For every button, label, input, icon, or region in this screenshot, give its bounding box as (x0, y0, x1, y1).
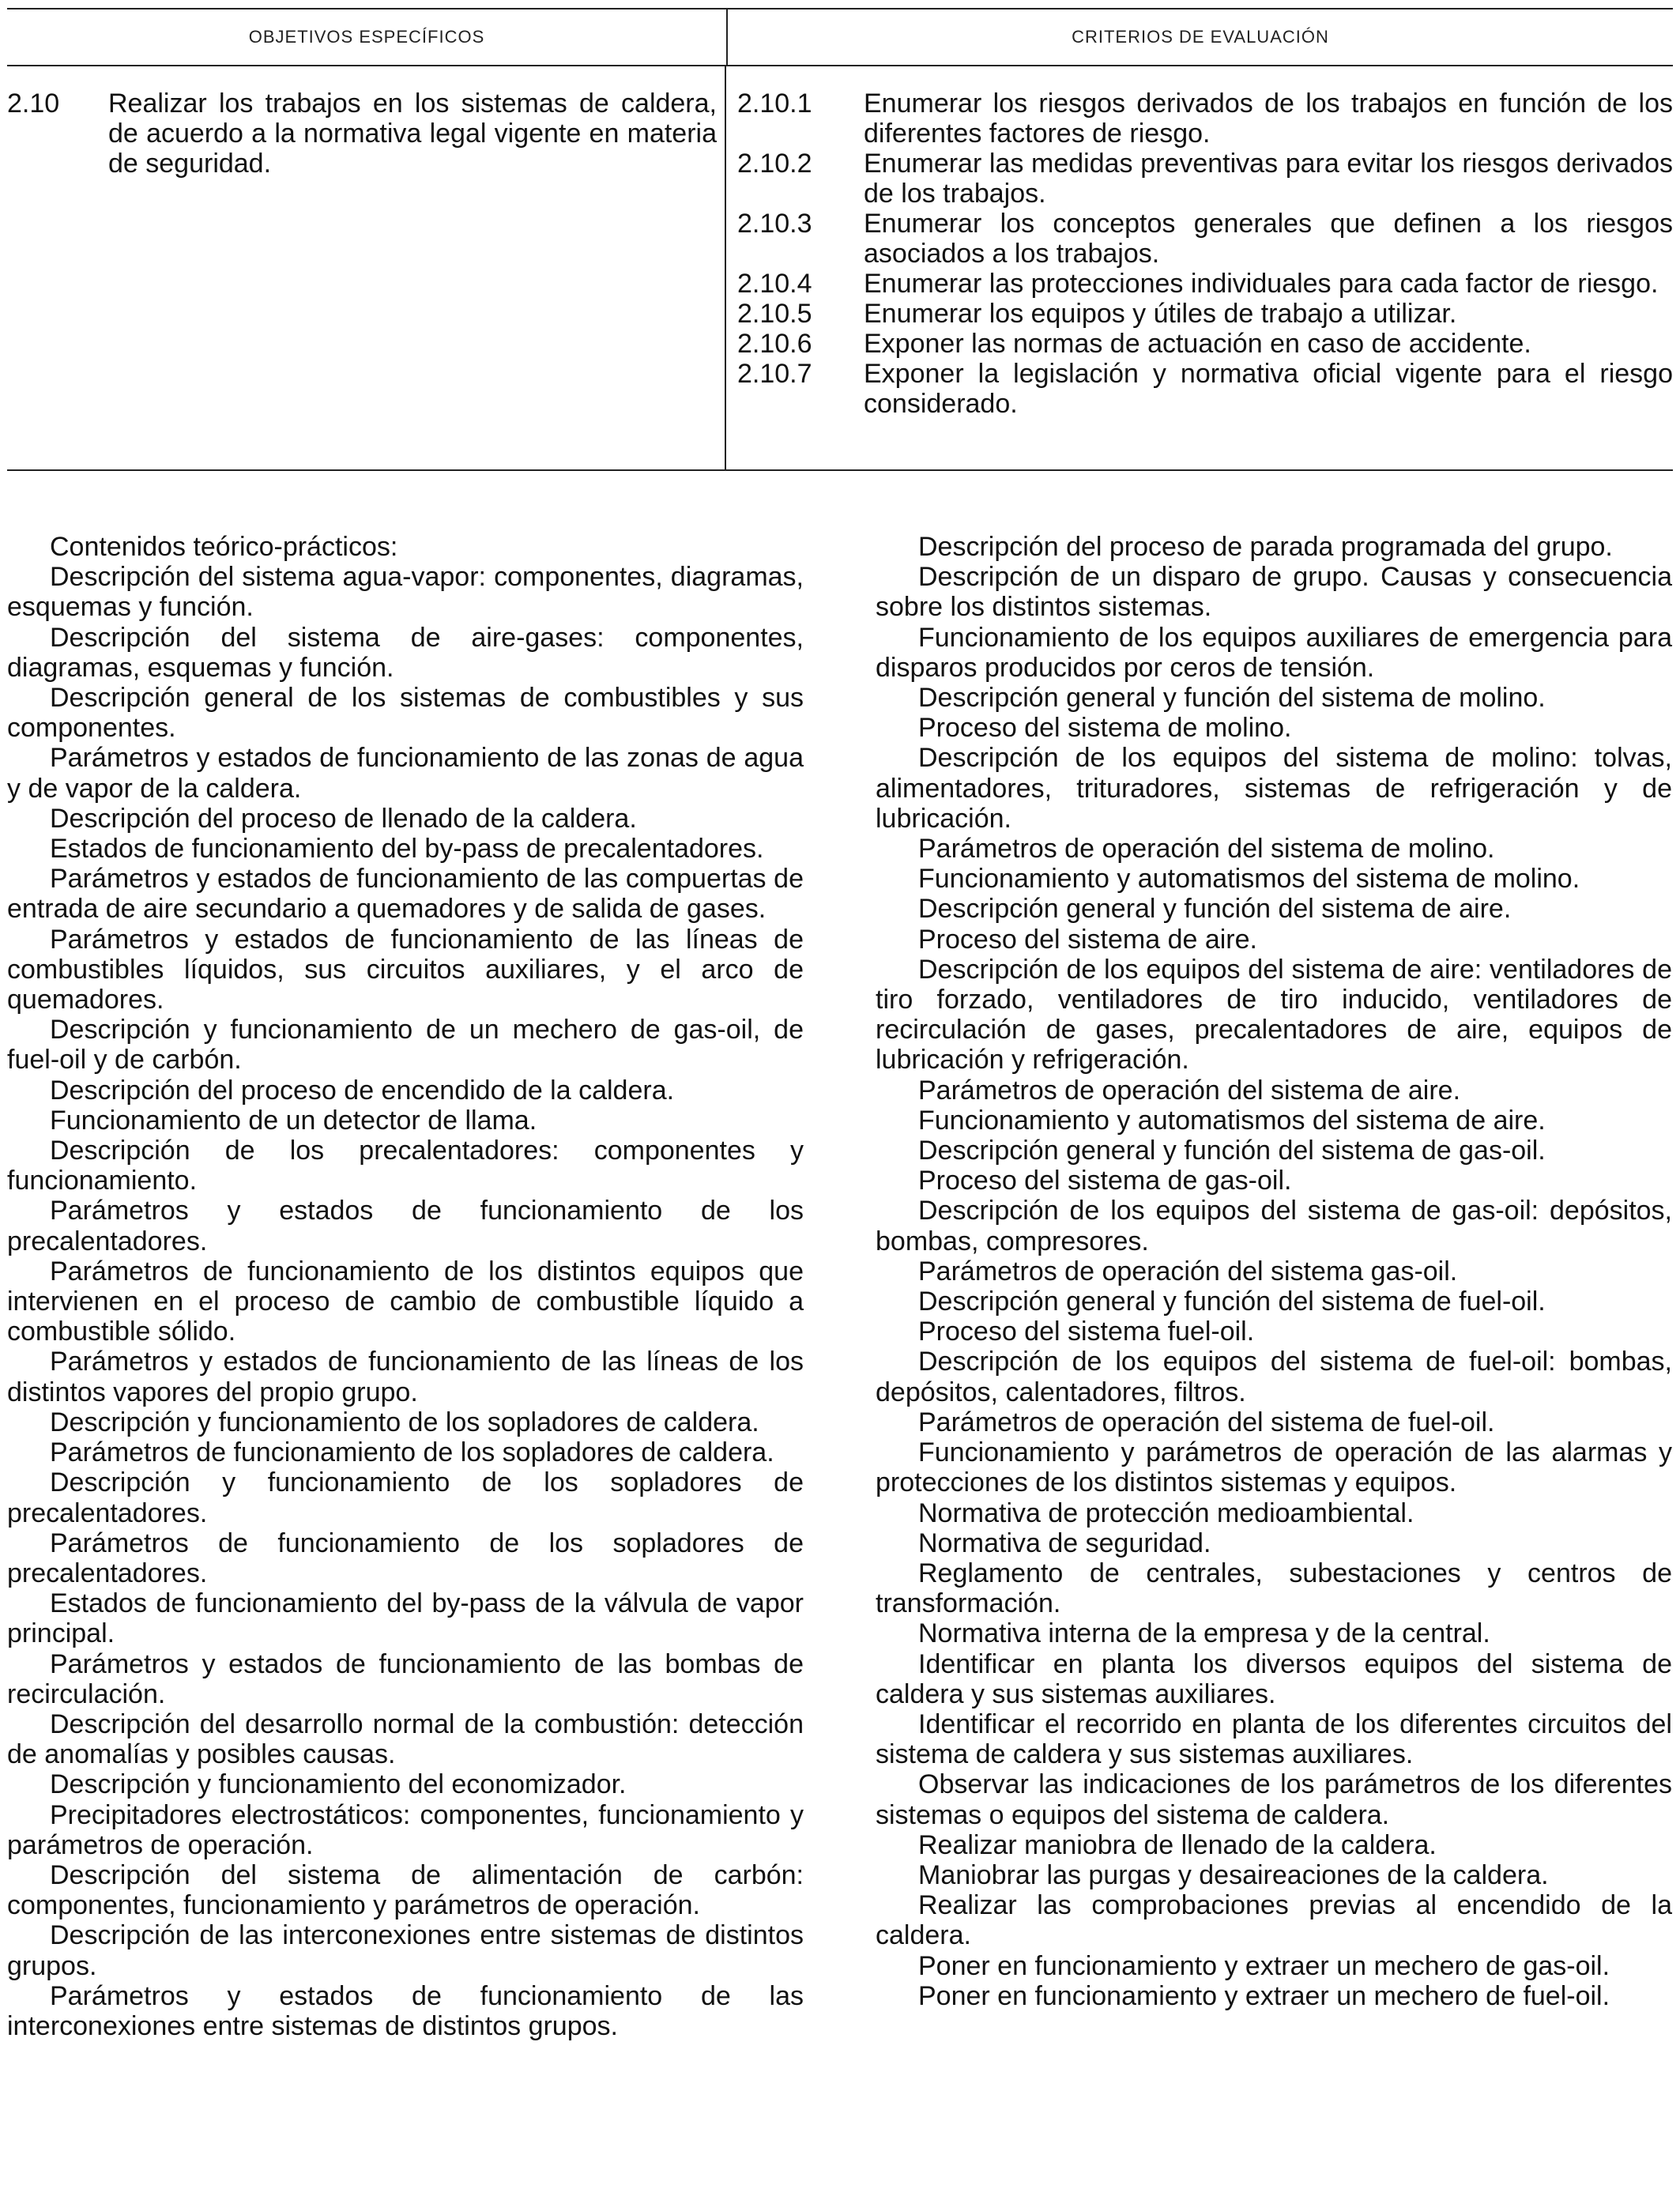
content-paragraph: Descripción general y función del sistema de fuel-oil. (918, 1287, 1546, 1317)
criterion-item (737, 329, 1673, 359)
criterion-number: 2.10.1 (737, 89, 812, 119)
content-paragraph: Maniobrar las purgas y desaireaciones de la caldera. (918, 1859, 1549, 1890)
content-paragraph: Realizar maniobra de llenado de la caldera. (918, 1829, 1437, 1860)
content-paragraph: Descripción general y función del sistema de molino. (918, 683, 1546, 714)
criterion-text: Exponer la legislación y normativa oficial vigente para el riesgo considerado. (864, 359, 1673, 419)
content-paragraph: Descripción general y función del sistema de aire. (918, 894, 1512, 925)
content-paragraph: Descripción y funcionamiento del economizador. (50, 1769, 627, 1800)
criterion-item (737, 359, 1673, 419)
content-paragraph: Realizar las comprobaciones previas al encendido de la caldera. (876, 1890, 1672, 1951)
content-column-left (7, 532, 804, 2041)
content-paragraph: Normativa interna de la empresa y de la central. (918, 1618, 1490, 1649)
criteria-cell (726, 66, 1673, 469)
criterion-number: 2.10.3 (737, 209, 812, 239)
content-paragraph: Funcionamiento de un detector de llama. (50, 1105, 537, 1136)
content-paragraph: Identificar el recorrido en planta de los diferentes circuitos del sistema de caldera y sus sistemas auxiliares. (876, 1708, 1672, 1770)
content-paragraph: Estados de funcionamiento del by-pass de precalentadores. (50, 834, 764, 865)
content-paragraph: Descripción del sistema agua-vapor: componentes, diagramas, esquemas y función. (7, 562, 804, 623)
content-paragraph: Proceso del sistema de molino. (918, 713, 1292, 744)
criterion-text: Exponer las normas de actuación en caso de accidente. (864, 329, 1531, 359)
criterion-text: Enumerar los equipos y útiles de trabajo a utilizar. (864, 299, 1457, 329)
contents-title: Contenidos teórico-prácticos: (50, 532, 398, 562)
content-paragraph: Descripción de un disparo de grupo. Causas y consecuencia sobre los distintos sistemas. (876, 562, 1672, 623)
content-paragraph: Descripción de los equipos del sistema de molino: tolvas, alimentadores, trituradores, sistemas de refrigeración y de lubricación. (876, 743, 1672, 834)
content-paragraph: Funcionamiento y automatismos del sistema de molino. (918, 864, 1580, 895)
content-column-right (876, 532, 1672, 2011)
table-body (7, 66, 1673, 469)
content-paragraph: Parámetros de operación del sistema de aire. (918, 1075, 1461, 1106)
content-paragraph: Proceso del sistema de gas-oil. (918, 1166, 1292, 1196)
content-paragraph: Parámetros y estados de funcionamiento de los precalentadores. (7, 1196, 804, 1256)
content-paragraph: Parámetros y estados de funcionamiento de las interconexiones entre sistemas de distintos grupos. (7, 1980, 804, 2041)
content-paragraph: Descripción de los equipos del sistema de aire: ventiladores de tiro forzado, ventiladores de tiro inducido, ventiladores de recirculación de gases, precalentadores de aire, equipos de lubricación y refrigeración. (876, 954, 1672, 1076)
content-paragraph: Parámetros y estados de funcionamiento de las líneas de combustibles líquidos, sus circuitos auxiliares, y el arco de quemadores. (7, 924, 804, 1015)
content-paragraph: Estados de funcionamiento del by-pass de la válvula de vapor principal. (7, 1588, 804, 1649)
content-paragraph: Proceso del sistema de aire. (918, 924, 1257, 955)
objective-cell (7, 66, 726, 469)
content-paragraph: Descripción del desarrollo normal de la combustión: detección de anomalías y posibles causas. (7, 1708, 804, 1770)
content-paragraph: Descripción de las interconexiones entre sistemas de distintos grupos. (7, 1920, 804, 1981)
content-paragraph: Descripción del proceso de llenado de la caldera. (50, 803, 637, 834)
content-paragraph: Descripción del sistema de aire-gases: componentes, diagramas, esquemas y función. (7, 622, 804, 683)
content-paragraph: Parámetros y estados de funcionamiento de las líneas de los distintos vapores del propio grupo. (7, 1347, 804, 1407)
content-paragraph: Identificar en planta los diversos equipos del sistema de caldera y sus sistemas auxiliares. (876, 1648, 1672, 1709)
content-paragraph: Descripción de los equipos del sistema de gas-oil: depósitos, bombas, compresores. (876, 1196, 1672, 1256)
content-paragraph: Descripción y funcionamiento de los sopladores de caldera. (50, 1407, 759, 1437)
header-objetivos: OBJETIVOS ESPECÍFICOS (7, 9, 728, 65)
content-paragraph: Funcionamiento y automatismos del sistema de aire. (918, 1105, 1546, 1136)
content-paragraph: Descripción y funcionamiento de un mechero de gas-oil, de fuel-oil y de carbón. (7, 1015, 804, 1076)
criterion-text: Enumerar las protecciones individuales para cada factor de riesgo. (864, 269, 1659, 299)
criterion-number: 2.10.4 (737, 269, 812, 299)
criterion-text: Enumerar los conceptos generales que definen a los riesgos asociados a los trabajos. (864, 209, 1673, 269)
content-paragraph: Descripción del proceso de parada programada del grupo. (918, 532, 1613, 562)
content-paragraph: Descripción de los precalentadores: componentes y funcionamiento. (7, 1136, 804, 1196)
criterion-number: 2.10.7 (737, 359, 812, 389)
criterion-number: 2.10.5 (737, 299, 812, 329)
content-paragraph: Parámetros de operación del sistema de molino. (918, 834, 1495, 865)
table-header (7, 9, 1673, 66)
content-paragraph: Descripción del sistema de alimentación de carbón: componentes, funcionamiento y parámetros de operación. (7, 1859, 804, 1921)
criterion-item (737, 209, 1673, 269)
criterion-item (737, 149, 1673, 209)
content-paragraph: Funcionamiento y parámetros de operación de las alarmas y protecciones de los distintos sistemas y equipos. (876, 1437, 1672, 1498)
content-paragraph: Parámetros y estados de funcionamiento de las zonas de agua y de vapor de la caldera. (7, 743, 804, 804)
content-paragraph: Reglamento de centrales, subestaciones y centros de transformación. (876, 1558, 1672, 1619)
criterion-text: Enumerar los riesgos derivados de los trabajos en función de los diferentes factores de riesgo. (864, 89, 1673, 149)
content-paragraph: Descripción general y función del sistema de gas-oil. (918, 1136, 1546, 1166)
content-paragraph: Parámetros de operación del sistema de fuel-oil. (918, 1407, 1495, 1437)
content-paragraph: Descripción del proceso de encendido de la caldera. (50, 1075, 675, 1106)
content-paragraph: Normativa de protección medioambiental. (918, 1497, 1414, 1528)
content-paragraph: Descripción general de los sistemas de combustibles y sus componentes. (7, 683, 804, 744)
criterion-text: Enumerar las medidas preventivas para evitar los riesgos derivados de los trabajos. (864, 149, 1673, 209)
criterion-item (737, 269, 1673, 299)
objective-number: 2.10 (7, 89, 60, 119)
content-paragraph: Precipitadores electrostáticos: componentes, funcionamiento y parámetros de operación. (7, 1799, 804, 1860)
content-paragraph: Parámetros de funcionamiento de los sopladores de precalentadores. (7, 1528, 804, 1588)
header-criterios: CRITERIOS DE EVALUACIÓN (1072, 27, 1329, 47)
content-paragraph: Descripción de los equipos del sistema de fuel-oil: bombas, depósitos, calentadores, filtros. (876, 1347, 1672, 1407)
objectives-table (7, 8, 1673, 471)
criterion-item (737, 89, 1673, 149)
content-paragraph: Poner en funcionamiento y extraer un mechero de fuel-oil. (918, 1980, 1610, 2011)
objective-text: Realizar los trabajos en los sistemas de caldera, de acuerdo a la normativa legal vigente en materia de seguridad. (108, 89, 717, 179)
content-paragraph: Parámetros de funcionamiento de los sopladores de caldera. (50, 1437, 774, 1468)
content-paragraph: Parámetros y estados de funcionamiento de las compuertas de entrada de aire secundario a quemadores y de salida de gases. (7, 864, 804, 925)
content-paragraph: Parámetros y estados de funcionamiento de las bombas de recirculación. (7, 1648, 804, 1709)
content-paragraph: Observar las indicaciones de los parámetros de los diferentes sistemas o equipos del sistema de caldera. (876, 1769, 1672, 1830)
content-paragraph: Parámetros de operación del sistema gas-oil. (918, 1256, 1458, 1287)
content-list-left (7, 562, 804, 2041)
content-paragraph: Funcionamiento de los equipos auxiliares de emergencia para disparos producidos por ceros de tensión. (876, 622, 1672, 683)
content-paragraph: Descripción y funcionamiento de los sopladores de precalentadores. (7, 1467, 804, 1528)
content-paragraph: Normativa de seguridad. (918, 1528, 1211, 1558)
criterion-number: 2.10.6 (737, 329, 812, 359)
content-paragraph: Parámetros de funcionamiento de los distintos equipos que intervienen en el proceso de cambio de combustible líquido a combustible sólido. (7, 1256, 804, 1347)
content-paragraph: Poner en funcionamiento y extraer un mechero de gas-oil. (918, 1950, 1610, 1981)
criterion-number: 2.10.2 (737, 149, 812, 179)
content-list-right (876, 532, 1672, 2011)
content-paragraph: Proceso del sistema fuel-oil. (918, 1317, 1255, 1347)
criterion-item (737, 299, 1673, 329)
